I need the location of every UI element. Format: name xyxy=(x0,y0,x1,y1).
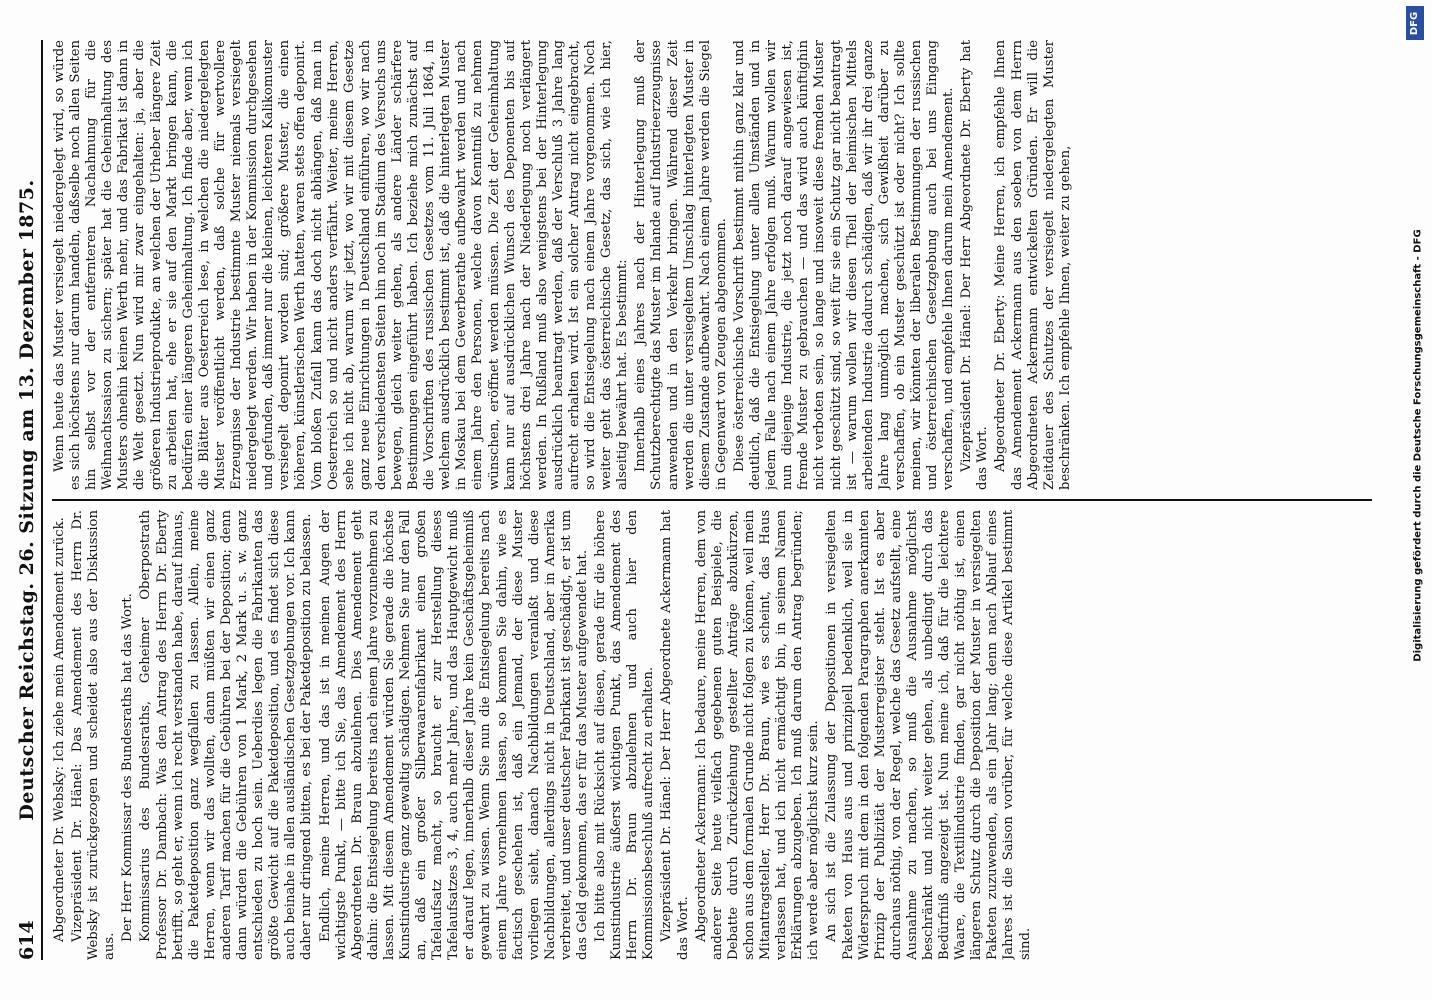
paragraph: Abgeordneter Ackermann: Ich bedaure, meine Herren, dem von anderer Seite heute vielfach gegebenen guten Beispiele, die Debatte durch Zurückziehung gestellter Anträge abzukürzen, schon aus dem formalen Grunde nicht folgen zu können, weil mein Mitantragsteller, Herr Dr. Braun, wie es scheint, das Haus verlassen hat, und ich nicht ermächtigt bin, in seinem Namen Erklärungen abzugeben. Ich muß darum den Antrag begründen; ich werde aber möglichst kurz sein. xyxy=(693,510,822,960)
paragraph: Vizepräsident Dr. Hänel: Der Herr Abgeordnete Dr. Eberty hat das Wort. xyxy=(959,40,991,490)
paragraph: Vizepräsident Dr. Hänel: Der Herr Abgeordnete Ackermann hat das Wort. xyxy=(659,510,691,960)
page-number: 614 xyxy=(16,920,38,960)
sidebar xyxy=(1404,0,1428,1000)
digitization-credit: Digitalisierung gefördert durch die Deutsche Forschungsgemeinschaft - DFG xyxy=(1412,229,1424,662)
text-columns xyxy=(52,40,1372,960)
dfg-stamp: DFG xyxy=(1406,6,1424,40)
column-divider xyxy=(52,499,1372,501)
paragraph: Endlich, meine Herren, und das ist in meinen Augen der wichtigste Punkt, — bitte ich Sie, das Amendement des Herrn Abgeordneten Dr. Braun abzulehnen. Dies Amendement geht dahin: die Entsiegelung bereits nach einem Jahre vorzunehmen zu lassen. Mit diesem Amendement würden Sie gerade die höchste Kunstindustrie ganz gewaltig schädigen. Nehmen Sie nur den Fall an, daß ein großer Silberwaarenfabrikant einen großen Tafelaufsatz macht, so braucht er zur Herstellung dieses Tafelaufsatzes 3, 4, auch mehr Jahre, und das Hauptgewicht muß er darauf legen, innerhalb dieser Jahre kein Geschäftsgeheimniß gewahrt zu wissen. Wenn Sie nun die Entsiegelung bereits nach einem Jahre vornehmen lassen, so kommen Sie dahin, wie es factisch geschehen ist, daß ein Jemand, der diese Muster vorliegen sieht, danach Nachbildungen veranlaßt und diese Nachbildungen, allerdings nicht in Deutschland, aber in Amerika verbreitet, und unser deutscher Fabrikant ist geschädigt, er ist um das Geld gekommen, das er für das Muster aufgewendet hat. xyxy=(317,510,590,960)
left-column xyxy=(52,510,1372,960)
paragraph: Der Herr Kommissar des Bundesraths hat das Wort. xyxy=(120,593,136,942)
right-column xyxy=(52,40,1372,490)
paragraph: Innerhalb eines Jahres nach der Hinterlegung muß der Schutzberechtigte das Muster im Inlande auf Industrieerzeugnisse anwenden und in den Verkehr bringen. Während dieser Zeit werden die unter versiegeltem Umschlag hinterlegten Muster in diesem Zustande aufbewahrt. Nach einem Jahre werden die Siegel in Gegenwart von Zeugen abgenommen. xyxy=(633,40,729,490)
paragraph: An sich ist die Zulassung der Depositionen in versiegelten Paketen von Haus aus und prinzipiell bedenklich, weil sie in Widerspruch mit dem in den folgenden Paragraphen anerkannten Prinzip der Publizität der Musterregister steht. Ist es aber durchaus nöthig, von der Regel, welche das Gesetz aufstellt, eine Ausnahme zu machen, so muß die Ausnahme möglichst beschränkt und nicht weiter gehen, als unbedingt durch das Bedürfniß angezeigt ist. Nun meine ich, daß für die leichtere Waare, die Textilindustrie finden, gar nicht nöthig ist, einen längeren Schutz durch die Deposition der Muster in versiegelten Paketen zuzuwenden, als ein Jahr lang; denn nach Ablauf eines Jahres ist die Saison vorüber, für welche diese Artikel bestimmt sind. xyxy=(824,510,1033,960)
paragraph: Diese österreichische Vorschrift bestimmt mithin ganz klar und deutlich, daß die Entsiegelung unter allen Umständen und in jedem Falle nach einem Jahre erfolgen muß. Warum wollen wir nun diejenige Industrie, die jetzt noch darauf angewiesen ist, fremde Muster zu gebrauchen — und das wird auch künftighin nicht verboten sein, so lange und insoweit diese fremden Muster nicht geschützt sind, so weit für sie ein Schutz gar nicht beantragt ist — warum wollen wir diesen Theil der heimischen Mittels arbeitenden Industrie dadurch schädigen, daß wir ihr drei ganze Jahre lang unmöglich machen, sich Gewißheit darüber zu verschaffen, ob ein Muster geschützt ist oder nicht? Ich sollte meinen, wir könnten der liberalen Bestimmungen der russischen und österreichischen Gesetzgebung auch bei uns Eingang verschaffen, und empfehle Ihnen darum mein Amendement. xyxy=(731,40,957,490)
page-title: Deutscher Reichstag. 26. Sitzung am 13. Dezember 1875. xyxy=(16,179,38,821)
paragraph: Abgeordneter Dr. Eberty: Meine Herren, ich empfehle Ihnen das Amendement Ackermann aus den soeben von dem Herrn Abgeordneten Ackermann entwickelten Gründen. Er will die Zeitdauer des Schutzes der versiegelt niedergelegten Muster beschränken. Ich empfehle Ihnen, weiter zu gehen, xyxy=(993,40,1073,490)
paragraph: Abgeordneter Dr. Websky: Ich ziehe mein Amendement zurück. xyxy=(52,517,67,942)
paragraph: Kommissarius des Bundesraths, Geheimer Oberpostrath Professor Dr. Dambach: Was den Antrag des Herrn Dr. Eberty betrifft, so geht er, wenn ich recht verstanden habe, darauf hinaus, die Paketdeposition ganz wegfallen zu lassen. Allein, meine Herren, wenn wir das wollten, dann müßten wir einen ganz anderen Tarif machen für die Gebühren bei der Deposition; denn dann würden die Gebühren von 1 Mark, 2 Mark u. s. w. ganz entschieden zu hoch sein. Ueberdies legen die Fabrikanten das größte Gewicht auf die Paketdeposition, und es findet sich diese auch beinahe in allen ausländischen Gesetzgebungen vor. Ich kann daher nur dringend bitten, es bei der Paketdeposition zu belassen. xyxy=(138,510,315,960)
paragraph: Vizepräsident Dr. Hänel: Das Amendement des Herrn Dr. Websky ist zurückgezogen und scheidet also aus der Diskussion aus. xyxy=(70,510,118,960)
paragraph: Wenn heute das Muster versiegelt niedergelegt wird, so würde es sich höchstens nur darum handeln, daßselbe noch allen Seiten hin selbst vor der entfernteren Nachahmung für die Weihnachtssaison zu sichern; später hat die Geheimhaltung des Musters ohnehin keinen Werth mehr, und das Fabrikat ist dann in die Welt gesetzt. Nun wird mir zwar eingehalten: ja, aber die größeren Industrieprodukte, an welchen der Urheber längere Zeit zu arbeiten hat, ehe er sie auf den Markt bringen kann, die bedürfen einer längeren Geheimhaltung. Ich finde aber, wenn ich die Blätter aus Oesterreich lese, in welchen die niedergelegten Muster veröffentlicht werden, daß solche für wertvollere Erzeugnisse der Industrie bestimmte Muster niemals versiegelt niedergelegt werden. Wir haben in der Kommission durchgesehen und gefunden, daß immer nur die kleinen, leichteren Kalikomuster versiegelt deponirt worden sind; größere Muster, die einen höheren, künstlerischen Werth hatten, waren stets offen deponirt. Vom bloßen Zufall kann das doch nicht abhängen, daß man in Oesterreich so und nicht anders verfährt. Weiter, meine Herren, sehe ich nicht ab, warum wir jetzt, wo wir mit diesem Gesetze ganz neue Einrichtungen in Deutschland einführen, wo wir nach den verschiedensten Seiten hin noch im Stadium des Versuchs uns bewegen, gleich weiter gehen, als andere Länder schärfere Bestimmungen eingeführt haben. Ich beziehe mich zunächst auf die Vorschriften des russischen Gesetzes vom 11. Juli 1864, in welchem ausdrücklich bestimmt ist, daß die hinterlegten Muster in Moskau bei dem Gewerberathe aufbewahrt werden und nach einem Jahre den Personen, welche davon Kenntniß zu nehmen wünschen, eröffnet werden müssen. Die Zeit der Geheimhaltung kann nur auf ausdrücklichen Wunsch des Deponenten bis auf höchstens drei Jahre nach der Niederlegung noch verlängert werden. In Rußland muß also wenigstens bei der Hinterlegung ausdrücklich beantragt werden, daß der Verschluß 3 Jahre lang aufrecht erhalten wird. Ist ein solcher Antrag nicht eingebracht, so wird die Entsiegelung nach einem Jahre vorgenommen. Noch weiter geht das österreichische Gesetz, das sich, wie ich hier, alseitig bewährt hat. Es bestimmt: xyxy=(52,40,631,490)
page-header xyxy=(6,40,43,960)
paragraph: Ich bitte also mit Rücksicht auf diesen, gerade für die höhere Kunstindustrie äußerst wichtigen Punkt, das Amendement des Herrn Dr. Braun abzulehnen und auch hier den Kommissionsbeschluß aufrecht zu erhalten. xyxy=(593,510,657,960)
